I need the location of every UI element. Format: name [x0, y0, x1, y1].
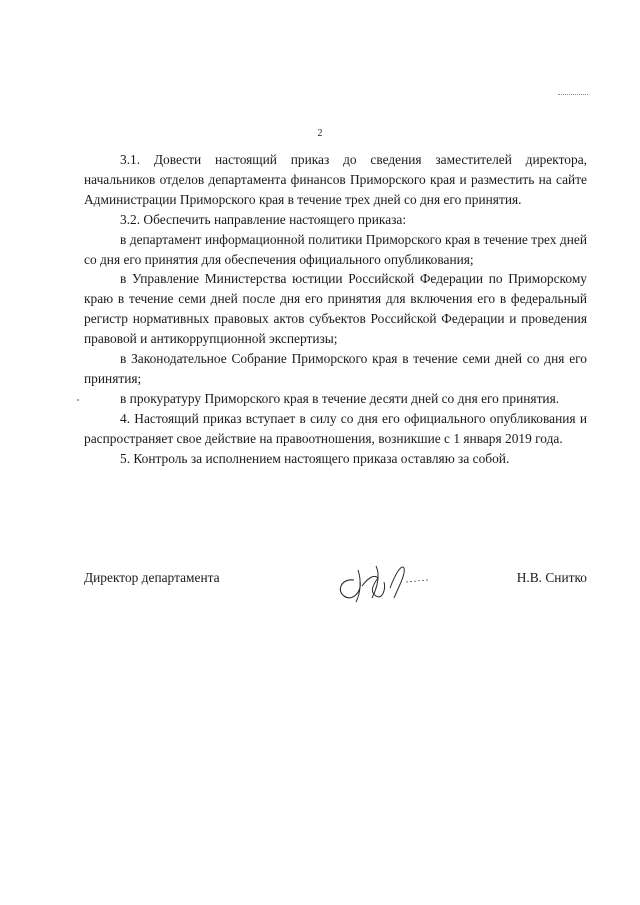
paragraph-recipient-ministry-justice: в Управление Министерства юстиции Российской Федерации по Приморскому краю в течение семи дней после дня его принятия для включения его в федеральный регистр нормативных правовых актов субъектов Российской Федерации и проведения правовой и антикоррупционной экспертизы;	[84, 271, 587, 347]
handwritten-signature-icon	[332, 548, 442, 608]
paragraph-recipient-legislative-assembly: в Законодательное Собрание Приморского края в течение семи дней со дня его принятия;	[84, 351, 587, 386]
signature-block	[84, 570, 587, 610]
paragraph-5: 5. Контроль за исполнением настоящего приказа оставляю за собой.	[120, 450, 510, 466]
scan-artifact-dot	[77, 399, 79, 401]
paragraph-recipient-prosecutor: в прокуратуру Приморского края в течение десяти дней со дня его принятия.	[120, 390, 560, 406]
paragraph-4: 4. Настоящий приказ вступает в силу со дня его официального опубликования и распространяет свое действие на правоотношения, возникшие с 1 января 2019 года.	[84, 410, 587, 446]
scan-artifact-mark	[558, 94, 588, 97]
paragraph-recipient-info-policy: в департамент информационной политики Приморского края в течение трех дней со дня его принятия для обеспечения официального опубликования;	[84, 231, 587, 267]
signatory-position: Директор департамента	[84, 570, 220, 585]
signatory-name: Н.В. Снитко	[516, 570, 587, 585]
paragraph-3-2: 3.2. Обеспечить направление настоящего приказа:	[120, 211, 407, 227]
document-body	[84, 150, 587, 469]
page-number: 2	[317, 128, 323, 139]
paragraph-3-1: 3.1. Довести настоящий приказ до сведения заместителей директора, начальников отделов департамента финансов Приморского края и разместить на сайте Администрации Приморского края в течение трех дней со дня его принятия.	[84, 152, 587, 207]
